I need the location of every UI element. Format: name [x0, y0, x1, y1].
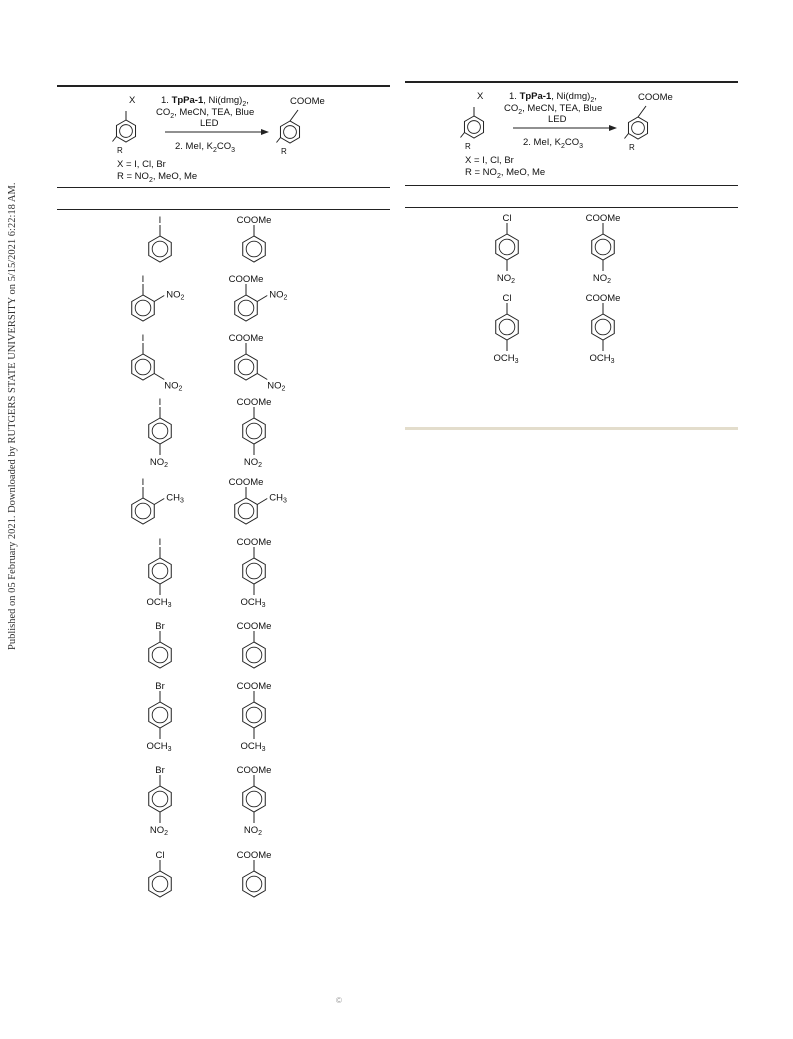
aromatic-circle: [152, 241, 168, 257]
scheme-product-label: COOMe: [638, 92, 673, 103]
aromatic-circle: [246, 563, 262, 579]
left-substrate-9-top-label: Br: [155, 765, 165, 776]
left-substrate-5-ortho-bond: [154, 499, 164, 505]
scheme-r-right: R: [629, 143, 635, 152]
left-product-3-meta-bond: [257, 374, 267, 380]
left-product-10-top-label: COOMe: [236, 850, 272, 861]
left-product-5-ortho-label: $CH_3$: [269, 492, 287, 505]
right-substrate-2-para-label: $OCH_3$: [493, 353, 519, 365]
scheme-r-definition: $R = NO_2$, MeO, Me: [117, 171, 198, 184]
scheme-step1-line1: 1. TpPa-1, $Ni(dmg)_2$,: [509, 91, 597, 104]
left-substrate-5-ortho-label: $CH_3$: [166, 492, 184, 505]
left-substrate-8-para-label: $OCH_3$: [146, 741, 172, 753]
scheme-step1-line3: LED: [200, 118, 219, 129]
left-product-6-para-label: $OCH_3$: [240, 597, 266, 609]
right-substrate-1-para-label: $NO_2$: [496, 273, 516, 285]
scheme-step1-line1: 1. TpPa-1, $Ni(dmg)_2$,: [161, 95, 249, 108]
aromatic-circle: [595, 319, 611, 335]
aromatic-circle: [246, 423, 262, 439]
copyright-mark: ©: [336, 996, 342, 1005]
left-product-3-meta-label: $NO_2$: [267, 380, 286, 393]
aromatic-circle: [499, 239, 515, 255]
left-product-9-top-label: COOMe: [236, 765, 272, 776]
left-substrate-4-para-label: $NO_2$: [149, 457, 169, 469]
left-substrate-7-top-label: Br: [155, 621, 165, 632]
aromatic-circle: [246, 647, 262, 663]
left-product-5-ortho-bond: [257, 499, 267, 505]
left-substrate-4-top-label: I: [158, 397, 162, 408]
left-product-7-top-label: COOMe: [236, 621, 272, 632]
aromatic-circle: [246, 876, 262, 892]
left-substrate-1-top-label: I: [158, 215, 162, 226]
aromatic-circle: [238, 503, 254, 519]
left-product-6-top-label: COOMe: [236, 537, 272, 548]
aromatic-circle: [238, 359, 254, 375]
left-product-5-top-label: COOMe: [228, 477, 264, 488]
left-product-4-para-label: $NO_2$: [243, 457, 263, 469]
scheme-product-label: COOMe: [290, 96, 325, 107]
left-product-1-top-label: COOMe: [236, 215, 272, 226]
download-notice-text: Published on 05 February 2021. Downloaded by RUTGERS STATE UNIVERSITY on 5/15/2021 6:22:18 AM.: [7, 182, 18, 650]
aromatic-circle: [595, 239, 611, 255]
right-product-1-top-label: COOMe: [585, 213, 621, 224]
right-substrate-1-top-label: Cl: [502, 213, 512, 224]
scheme-x-label: X: [129, 95, 136, 106]
left-substrate-8-top-label: Br: [155, 681, 165, 692]
left-substrate-3-meta-bond: [154, 374, 164, 380]
right-product-1-para-label: $NO_2$: [592, 273, 612, 285]
aromatic-circle: [152, 791, 168, 807]
left-substrate-5-top-label: I: [141, 477, 145, 488]
aromatic-circle: [152, 876, 168, 892]
scheme-x-definition: X = I, Cl, Br: [465, 155, 514, 166]
left-substrate-6-para-label: $OCH_3$: [146, 597, 172, 609]
right-product-2-para-label: $OCH_3$: [589, 353, 615, 365]
left-substrate-2-ortho-label: $NO_2$: [166, 289, 185, 302]
aromatic-circle: [152, 647, 168, 663]
aromatic-circle: [152, 423, 168, 439]
aromatic-circle: [135, 359, 151, 375]
aromatic-circle: [152, 563, 168, 579]
left-product-8-top-label: COOMe: [236, 681, 272, 692]
scheme-step1-line2: $CO_2$, MeCN, TEA, Blue: [504, 103, 603, 116]
left-substrate-6-top-label: I: [158, 537, 162, 548]
aromatic-circle: [246, 241, 262, 257]
left-product-2-ortho-bond: [257, 296, 267, 302]
left-product-3-top-label: COOMe: [228, 333, 264, 344]
scheme-x-label: X: [477, 91, 484, 102]
scheme-r-definition: $R = NO_2$, MeO, Me: [465, 167, 546, 180]
scheme-x-definition: X = I, Cl, Br: [117, 159, 166, 170]
left-product-4-top-label: COOMe: [236, 397, 272, 408]
aromatic-circle: [246, 707, 262, 723]
left-product-2-ortho-label: $NO_2$: [269, 289, 288, 302]
left-substrate-2-ortho-bond: [154, 296, 164, 302]
aromatic-circle: [152, 707, 168, 723]
aromatic-circle: [499, 319, 515, 335]
scheme-step2: 2. MeI, $K_2CO_3$: [523, 137, 584, 150]
left-substrate-9-para-label: $NO_2$: [149, 825, 169, 837]
left-product-8-para-label: $OCH_3$: [240, 741, 266, 753]
aromatic-circle: [135, 503, 151, 519]
scheme-r-left: R: [117, 146, 123, 155]
left-product-2-top-label: COOMe: [228, 274, 264, 285]
aromatic-circle: [135, 300, 151, 316]
left-substrate-3-top-label: I: [141, 333, 145, 344]
scheme-step1-line3: LED: [548, 114, 567, 125]
left-substrate-10-top-label: Cl: [155, 850, 165, 861]
right-product-2-top-label: COOMe: [585, 293, 621, 304]
scheme-step1-line2: $CO_2$, MeCN, TEA, Blue: [156, 107, 255, 120]
scheme-r-right: R: [281, 147, 287, 156]
left-substrate-3-meta-label: $NO_2$: [164, 380, 183, 393]
right-substrate-2-top-label: Cl: [502, 293, 512, 304]
left-substrate-2-top-label: I: [141, 274, 145, 285]
aromatic-circle: [246, 791, 262, 807]
scheme-step2: 2. MeI, $K_2CO_3$: [175, 141, 236, 154]
left-product-9-para-label: $NO_2$: [243, 825, 263, 837]
aromatic-circle: [238, 300, 254, 316]
scheme-r-left: R: [465, 142, 471, 151]
